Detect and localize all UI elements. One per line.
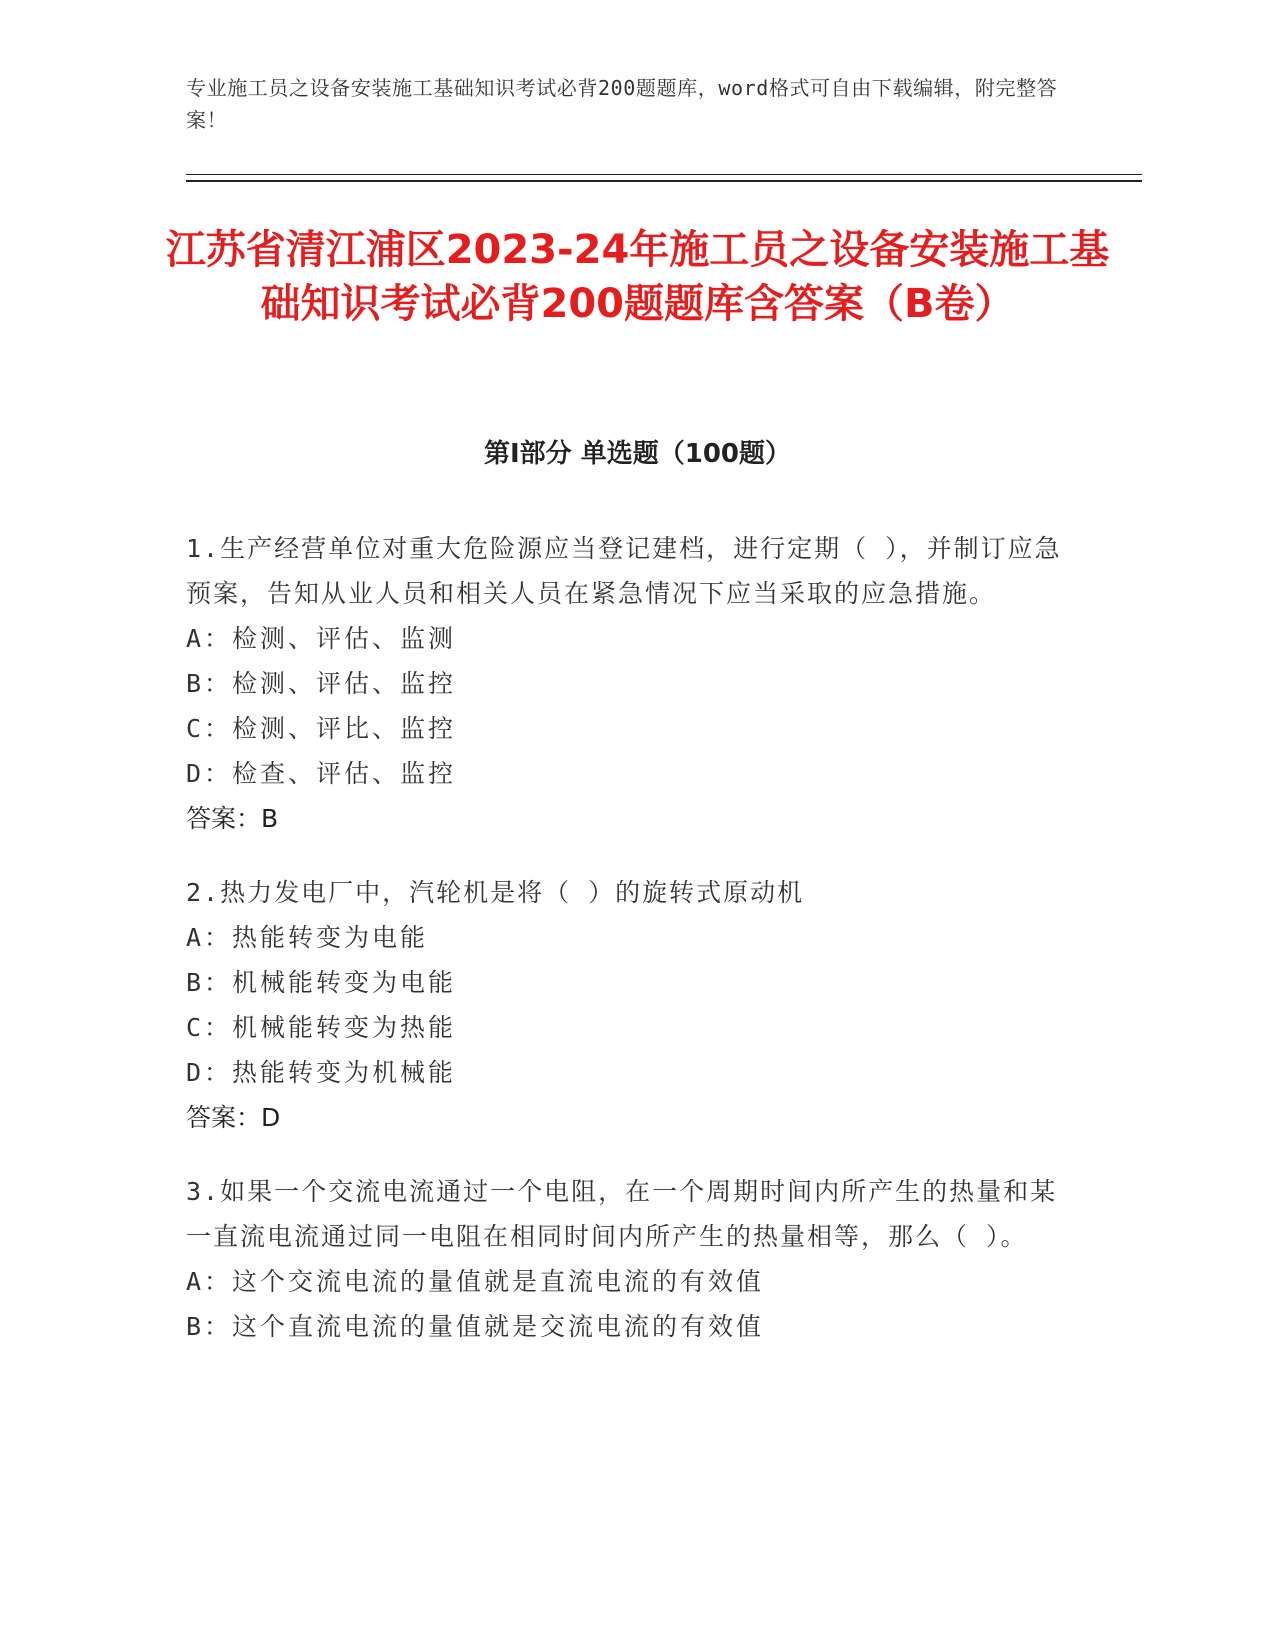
option-b: B：检测、评估、监控 bbox=[186, 669, 457, 698]
option-c: C：检测、评比、监控 bbox=[186, 714, 457, 743]
answer-line: 答案：B bbox=[186, 804, 279, 833]
option-b: B：机械能转变为电能 bbox=[186, 968, 457, 997]
question-list bbox=[186, 526, 1066, 1378]
question-text: 1.生产经营单位对重大危险源应当登记建档，进行定期（ ），并制订应急预案，告知从业人员和相关人员在紧急情况下应当采取的应急措施。 bbox=[186, 534, 1062, 608]
option-a: A：检测、评估、监测 bbox=[186, 624, 457, 653]
question-text: 2.热力发电厂中，汽轮机是将（ ）的旋转式原动机 bbox=[186, 878, 805, 907]
option-d: D：检查、评估、监控 bbox=[186, 759, 457, 788]
question-3 bbox=[186, 1169, 1066, 1349]
divider-thick bbox=[186, 180, 1142, 182]
option-c: C：机械能转变为热能 bbox=[186, 1013, 457, 1042]
answer-line: 答案：D bbox=[186, 1103, 281, 1132]
divider-thin bbox=[186, 174, 1142, 175]
question-text: 3.如果一个交流电流通过一个电阻，在一个周期时间内所产生的热量和某一直流电流通过同一电阻在相同时间内所产生的热量相等，那么（ ）。 bbox=[186, 1177, 1058, 1251]
option-a: A：热能转变为电能 bbox=[186, 923, 429, 952]
option-d: D：热能转变为机械能 bbox=[186, 1058, 457, 1087]
question-2 bbox=[186, 870, 1066, 1140]
header-note: 专业施工员之设备安装施工基础知识考试必背200题题库，word格式可自由下载编辑，附完整答案！ bbox=[186, 76, 1058, 132]
option-a: A：这个交流电流的量值就是直流电流的有效值 bbox=[186, 1267, 765, 1296]
option-b: B：这个直流电流的量值就是交流电流的有效值 bbox=[186, 1312, 765, 1341]
section-title: 第Ⅰ部分 单选题（100题） bbox=[484, 439, 791, 469]
document-title: 江苏省清江浦区2023-24年施工员之设备安装施工基础知识考试必背200题题库含答案（B卷） bbox=[165, 227, 1110, 327]
question-1 bbox=[186, 526, 1066, 841]
